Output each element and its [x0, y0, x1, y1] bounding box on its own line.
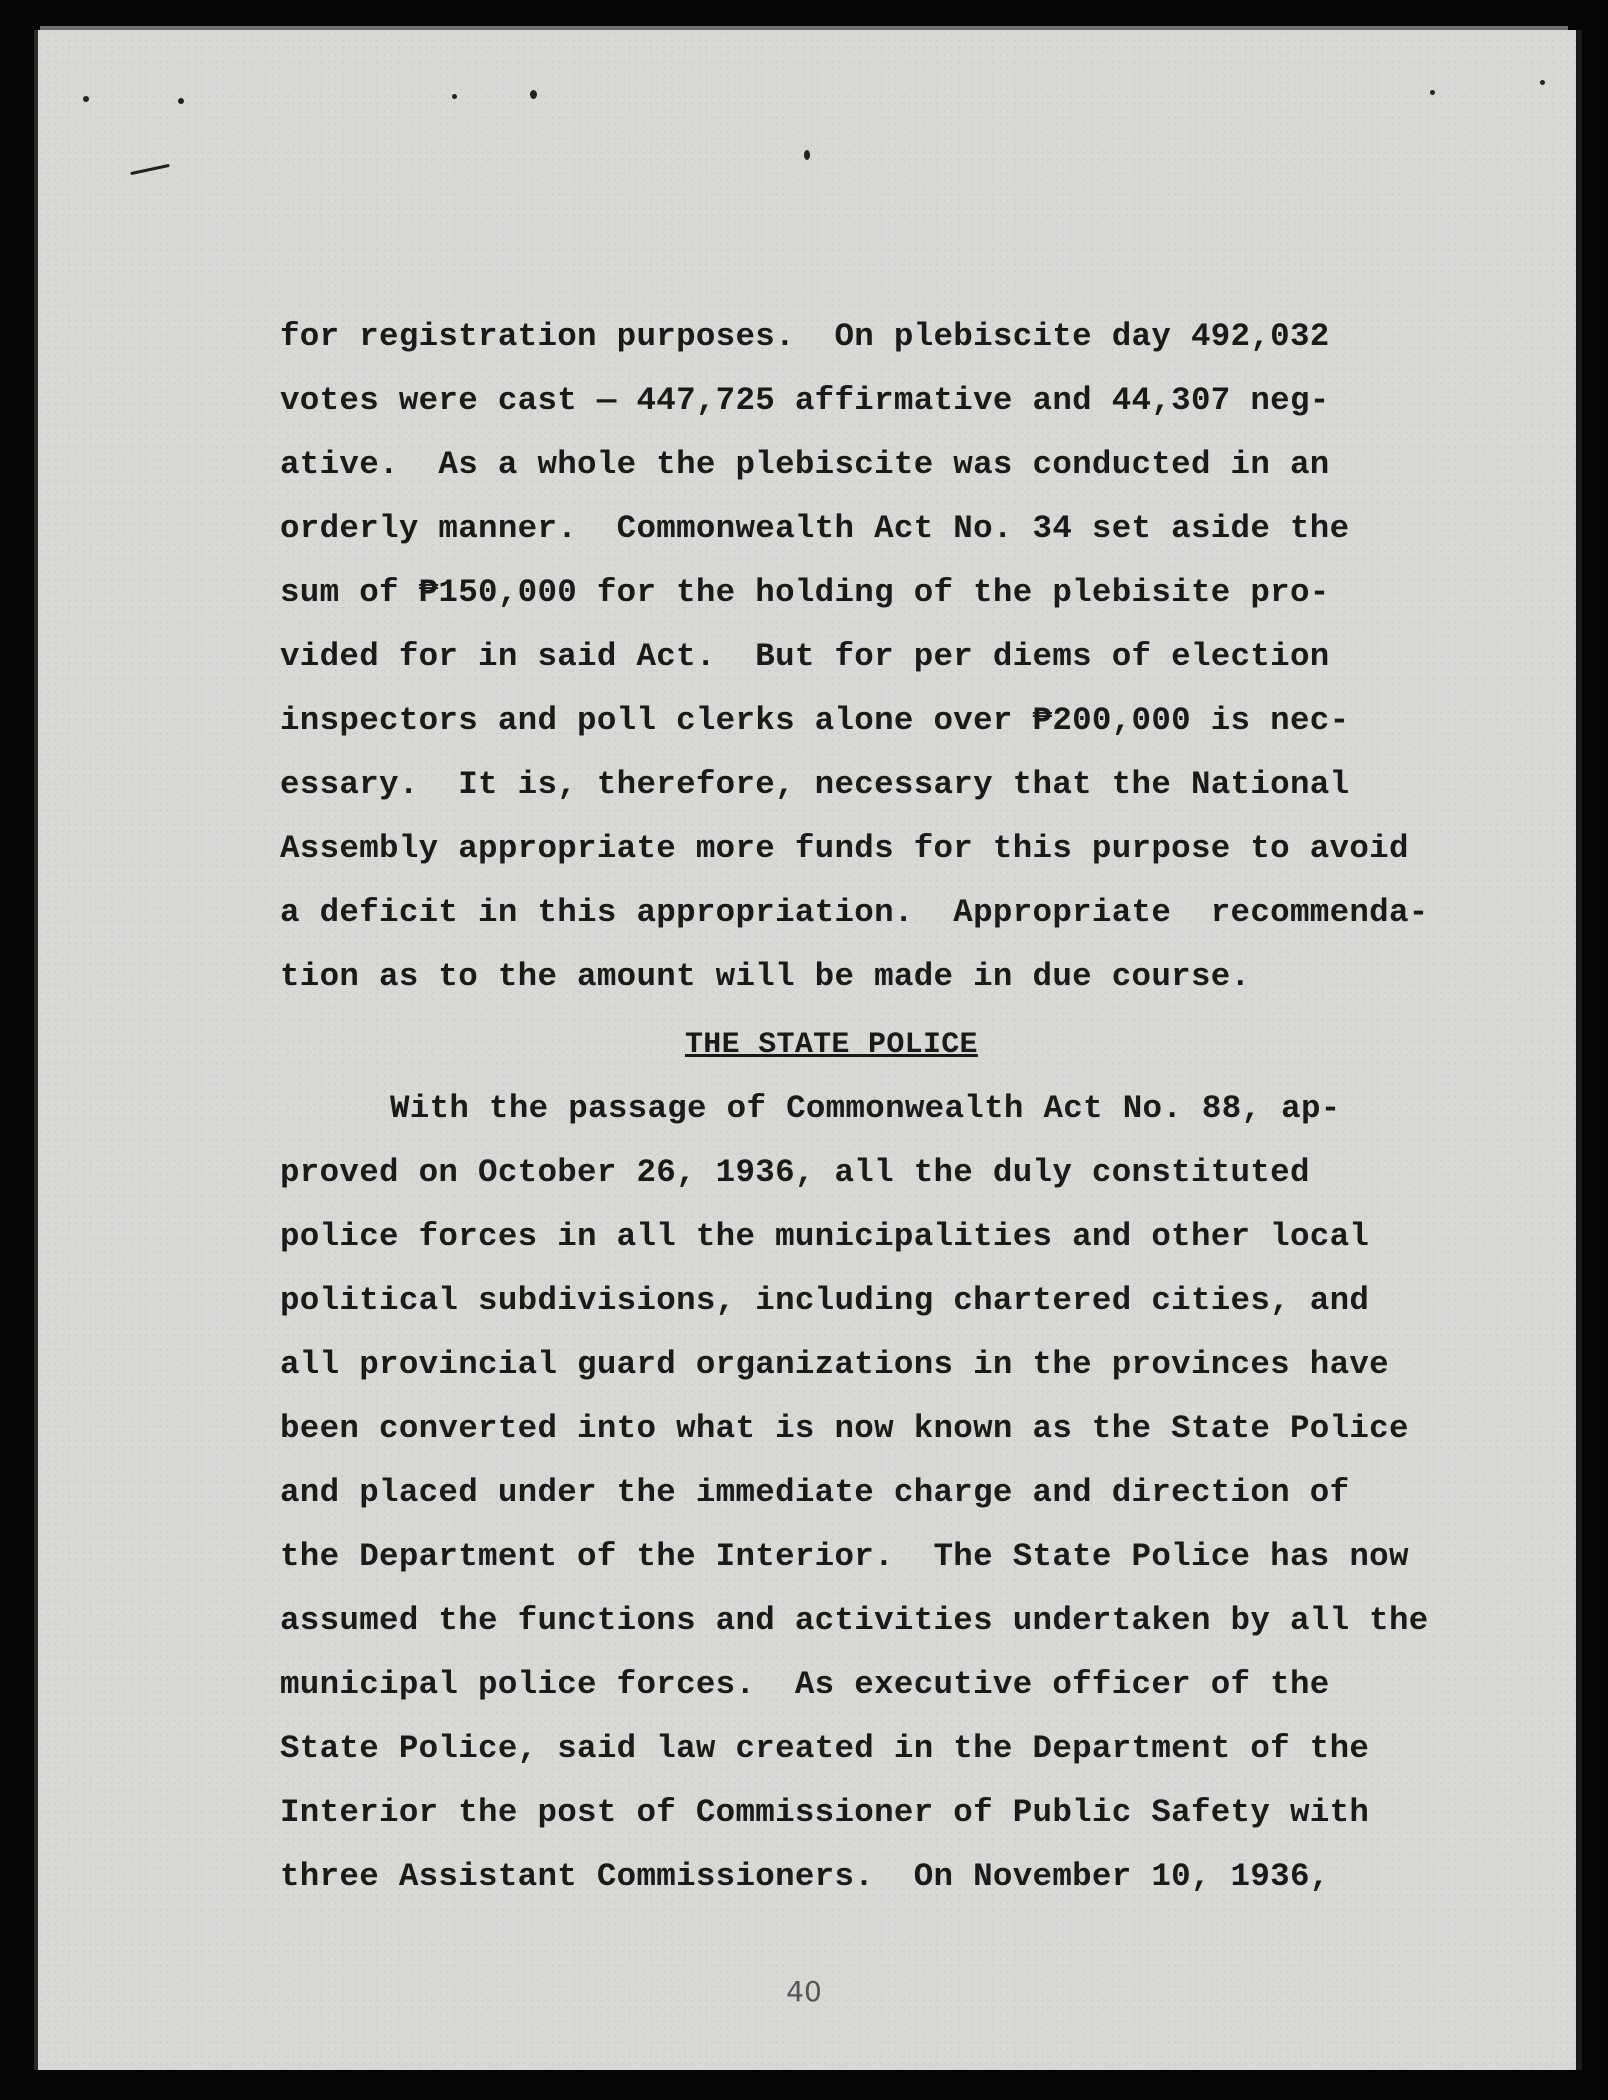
text-line: votes were cast — 447,725 affirmative and 44,307 neg-: [280, 382, 1330, 419]
text-line: municipal police forces. As executive officer of the: [280, 1666, 1330, 1703]
text-line: proved on October 26, 1936, all the duly constituted: [280, 1154, 1310, 1191]
text-line: tion as to the amount will be made in due course.: [280, 958, 1251, 995]
text-line: three Assistant Commissioners. On November 10, 1936,: [280, 1858, 1330, 1895]
text-line: been converted into what is now known as the State Police: [280, 1410, 1409, 1447]
text-line: ative. As a whole the plebiscite was conducted in an: [280, 446, 1330, 483]
speck-mark: [804, 150, 810, 160]
page-number: 40: [786, 1975, 822, 2008]
text-line: the Department of the Interior. The State Police has now: [280, 1538, 1409, 1575]
text-line: Assembly appropriate more funds for this purpose to avoid: [280, 830, 1409, 867]
text-line: sum of ₱150,000 for the holding of the plebisite pro-: [280, 574, 1330, 611]
text-line: assumed the functions and activities undertaken by all the: [280, 1602, 1429, 1639]
text-line: Interior the post of Commissioner of Public Safety with: [280, 1794, 1370, 1831]
text-line: State Police, said law created in the Department of the: [280, 1730, 1370, 1767]
text-line: for registration purposes. On plebiscite day 492,032: [280, 318, 1330, 355]
text-line: essary. It is, therefore, necessary that the National: [280, 766, 1350, 803]
section-heading: THE STATE POLICE: [685, 1028, 978, 1062]
speck-mark: [178, 98, 184, 104]
speck-mark: [452, 94, 457, 99]
document-body: [280, 305, 1460, 1909]
text-line: inspectors and poll clerks alone over ₱200,000 is nec-: [280, 702, 1350, 739]
text-line: police forces in all the municipalities and other local: [280, 1218, 1370, 1255]
text-line: a deficit in this appropriation. Appropriate recommenda-: [280, 894, 1429, 931]
speck-mark: [83, 96, 89, 102]
speck-mark: [530, 90, 537, 99]
text-line: orderly manner. Commonwealth Act No. 34 set aside the: [280, 510, 1350, 547]
text-line: and placed under the immediate charge and direction of: [280, 1474, 1350, 1511]
speck-mark: [1430, 90, 1435, 95]
speck-mark: [1540, 80, 1545, 85]
text-line: vided for in said Act. But for per diems of election: [280, 638, 1330, 675]
text-line: all provincial guard organizations in the provinces have: [280, 1346, 1389, 1383]
text-line: political subdivisions, including chartered cities, and: [280, 1282, 1370, 1319]
text-line: With the passage of Commonwealth Act No. 88, ap-: [390, 1090, 1341, 1127]
